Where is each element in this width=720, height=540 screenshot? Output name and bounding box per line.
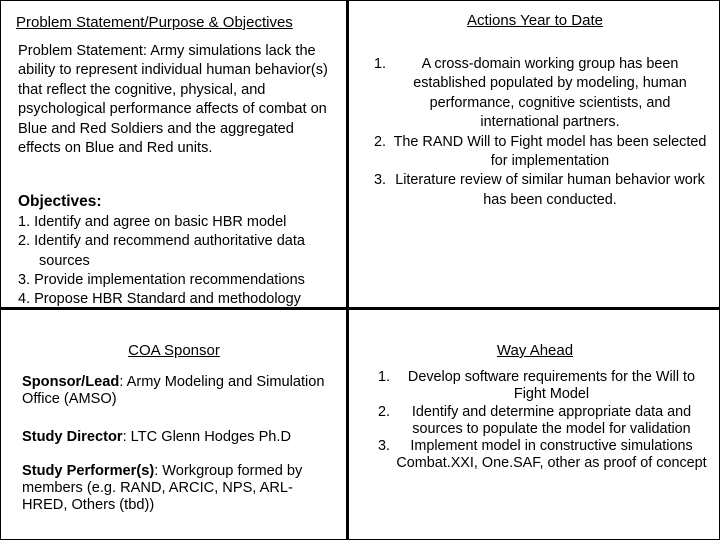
objectives-list [18, 213, 346, 309]
way-ahead-number: 1. [377, 369, 390, 385]
problem-statement-text: : Army simulations lack the ability to represent individual human behavior(s) that reflect the cognitive, physical, and psychological performance affects of combat on Blue and Red Soldiers and the aggregated effects on Blue and Red units. [18, 43, 328, 157]
objective-item: 2. Identify and recommend authoritative data sources [18, 233, 305, 269]
study-director-label: Study Director [22, 429, 123, 445]
study-performer [22, 463, 338, 515]
way-ahead-item [362, 404, 707, 439]
problem-objectives-section [0, 0, 348, 310]
problem-objectives-heading: Problem Statement/Purpose & Objectives [16, 14, 293, 31]
action-number: 1. [373, 56, 386, 72]
action-number: 3. [373, 172, 386, 189]
objective-item: 4. Propose HBR Standard and methodology [18, 291, 301, 308]
way-ahead-heading: Way Ahead [496, 342, 574, 359]
study-director-text: : LTC Glenn Hodges Ph.D [122, 429, 292, 445]
actions-list [358, 55, 708, 210]
action-item [358, 133, 708, 172]
way-ahead-text: Identify and determine appropriate data and sources to populate the model for validation [411, 403, 692, 437]
problem-statement-label: Problem Statement [18, 43, 143, 59]
actions-heading: Actions Year to Date [467, 12, 603, 29]
way-ahead-number: 3. [377, 438, 390, 455]
coa-sponsor-section [0, 338, 348, 540]
action-item [358, 171, 708, 210]
actions-section [350, 0, 720, 310]
study-director [22, 429, 338, 446]
way-ahead-text: Develop software requirements for the Will to Fight Model [407, 369, 696, 403]
way-ahead-number: 2. [377, 403, 390, 420]
way-ahead-text: Implement model in constructive simulations Combat.XXI, One.SAF, other as proof of concept [396, 438, 707, 472]
problem-statement [18, 42, 338, 158]
coa-sponsor-heading: COA Sponsor [128, 342, 220, 359]
action-number: 2. [373, 133, 386, 150]
way-ahead-item [362, 369, 707, 404]
sponsor-lead-label: Sponsor/Lead [22, 374, 120, 390]
study-performer-text: : Workgroup formed by members (e.g. RAND, ARCIC, NPS, ARL-HRED, Others (tbd)) [22, 463, 303, 514]
sponsor-lead [22, 374, 338, 408]
sponsor-lead-text: : Army Modeling and Simulation Office (AMSO) [22, 374, 325, 408]
way-ahead-list [362, 369, 707, 473]
action-text: The RAND Will to Fight model has been selected for implementation [393, 133, 707, 170]
objective-item: 3. Provide implementation recommendations [18, 271, 305, 288]
objectives-title: Objectives: [18, 193, 102, 210]
action-text: A cross-domain working group has been established populated by modeling, human performance, cognitive scientists, and international partners. [413, 56, 687, 131]
way-ahead-item [362, 438, 707, 473]
action-item [358, 55, 708, 133]
study-performer-label: Study Performer(s) [22, 463, 155, 479]
action-text: Literature review of similar human behavior work has been conducted. [395, 172, 705, 208]
way-ahead-section [350, 338, 720, 540]
objective-item: 1. Identify and agree on basic HBR model [18, 214, 287, 230]
